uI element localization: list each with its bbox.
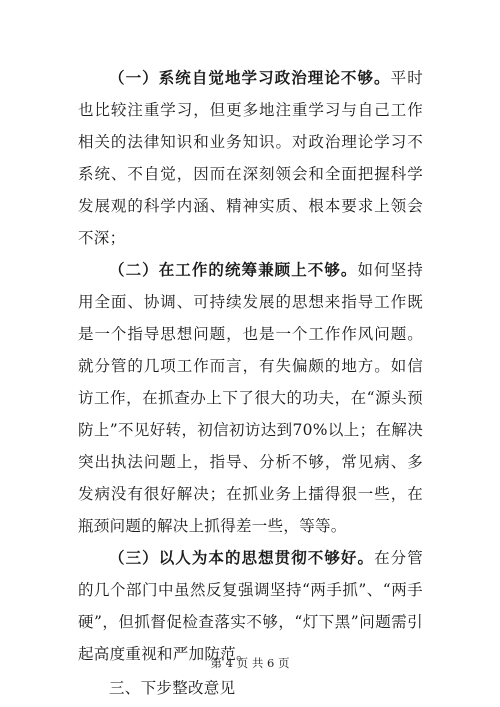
section-heading: 三、下步整改意见 — [109, 679, 236, 697]
paragraph-2-text: 如何坚持用全面、协调、可持续发展的思想来指导工作既是一个指导思想问题，也是一个工作作风问题。就分管的几项工作而言，有失偏颇的地方。如信访工作，在抓查办上下了很大的功夫，在“源头预防上”不见好转，初信初访达到70%以上；在解决突出执法问题上，指导、分析不够，常见病、多发病没有很好解决；在抓业务上擂得狠一些，在瓶颈问题的解决上抓得差一些，等等。 — [78, 261, 423, 535]
paragraph-3-heading: （三）以人为本的思想贯彻不够好。 — [109, 548, 375, 567]
page-footer: 第 4 页 共 6 页 — [210, 656, 290, 670]
paragraph-1-heading: （一）系统自觉地学习政治理论不够。 — [109, 68, 391, 87]
paragraph-1-text: 平时也比较注重学习，但更多地注重学习与自己工作相关的法律知识和业务知识。对政治理论学习不系统、不自觉，因而在深刻领会和全面把握科学发展观的科学内涵、精神实质、根本要求上领会不深； — [78, 69, 423, 247]
paragraph-3 — [78, 542, 423, 670]
document-body — [78, 62, 423, 704]
paragraph-2-heading: （二）在工作的统筹兼顾上不够。 — [109, 260, 358, 279]
paragraph-2 — [78, 254, 423, 542]
paragraph-1 — [78, 62, 423, 254]
paragraph-3-text: 在分管的几个部门中虽然反复强调坚持“两手抓”、“两手硬”，但抓督促检查落实不够，“灯下黑”问题需引起高度重视和严加防范。 — [78, 549, 423, 663]
